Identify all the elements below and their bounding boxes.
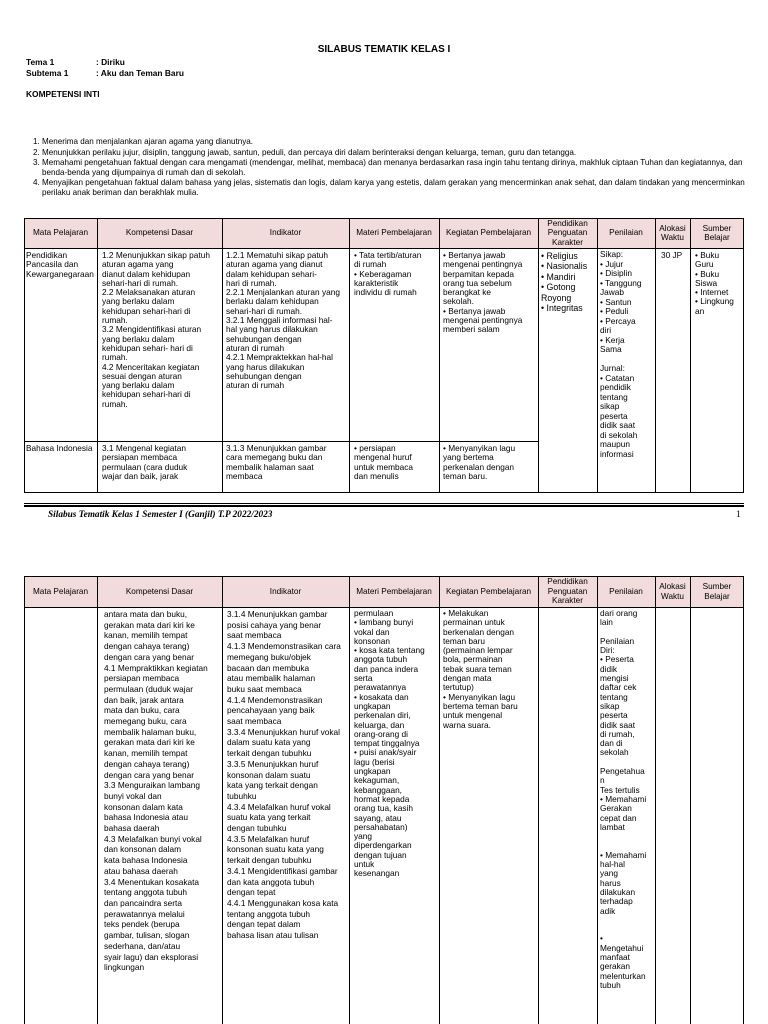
cell-kd-bindo-cont: antara mata dan buku, gerakan mata dari kiri ke kanan, memilih tempat dengan cahaya terang) dengan cara yang benar 4.1 Mempraktikkan kegiatan persiapan membaca permulaan (duduk wajar dan baik, jarak antara mata dan buku, cara memegang buku, cara membalik halaman buku, gerakan mata dari kiri ke kanan, memilih tempat dengan cahaya terang) dengan cara yang benar 3.3 Menguraikan lambang bunyi vokal dan konsonan dalam kata bahasa Indonesia atau bahasa daerah 4.3 Melafalkan bunyi vokal dan konsonan dalam kata bahasa Indonesia atau bahasa daerah 3.4 Menentukan kosakata tentang anggota tubuh dan pancaindra serta perawatannya melalui teks pendek (berupa gambar, tulisan, slogan sederhana, dan/atau syair lagu) dan eksplorasi lingkungan <box>104 609 208 973</box>
header-mata-pelajaran: Mata Pelajaran <box>32 228 89 238</box>
cell-materi-bindo-cont: permulaan • lambang bunyi vokal dan konsonan • kosa kata tentang anggota tubuh dan panca indera serta perawatannya • kosakata dan ungkapan perkenalan diri, keluarga, dan orang-orang di tempat tinggalnya • puisi anak/syair lagu (berisi ungkapan kekaguman, kebanggaan, hormat kepada orang tua, kasih sayang, atau persahabatan) yang diperdengarkan dengan tujuan untuk kesenangan <box>354 609 425 879</box>
cell-materi-bindo: • persiapan mengenal huruf untuk membaca dan menulis <box>354 444 414 481</box>
grid-line <box>97 218 98 493</box>
cell-penilaian-cont: dari orang lain Penilaian Diri: • Peserta didik mengisi daftar cek tentang sikap peserta didik saat di rumah, dan di sekolah Pengetahua n Tes tertulis • Memahami Gerakan cepat dan lambat • Memahami hal-hal yang harus dilakukan terhadap adik • Mengetahui manfaat gerakan melenturkan tubuh <box>600 609 647 990</box>
page-number: 1 <box>736 510 741 520</box>
footer-rule <box>24 505 744 507</box>
header-sumber: Sumber Belajar <box>702 582 732 601</box>
header-materi: Materi Pembelajaran <box>356 586 432 596</box>
cell-ppk: • Religius • Nasionalis • Mandiri • Gotong Royong • Integritas <box>541 251 588 314</box>
grid-line <box>597 218 598 493</box>
ki-item: 3. Memahami pengetahuan faktual dengan cara mengamati (mendengar, melihat, membaca) dan menanya berdasarkan rasa ingin tahu tentang dirinya, makhluk ciptaan Tuhan dan kegiatannya, dan benda-benda yang dijumpainya di rumah dan di sekolah. <box>42 158 760 177</box>
header-penilaian: Penilaian <box>609 228 643 238</box>
grid-line <box>439 576 440 1024</box>
grid-line <box>24 607 744 608</box>
grid-line <box>24 576 25 1024</box>
grid-line <box>222 576 223 1024</box>
cell-indikator-ppkn: 1.2.1 Mematuhi sikap patuh aturan agama yang dianut dalam kehidupan sehari- hari di rumah. 2.2.1 Menjalankan aturan yang berlaku dalam kehidupan sehari-hari di rumah. 3.2.1 Menggali informasi hal- hal yang harus dilakukan sehubungan dengan aturan di rumah 4.2.1 Mempraktekkan hal-hal yang harus dilakukan sehubungan dengan aturan di rumah <box>226 251 340 391</box>
cell-materi-ppkn: • Tata tertib/aturan di rumah • Keberagaman karakteristik individu di rumah <box>354 251 422 298</box>
header-alokasi: Alokasi Waktu <box>659 223 686 242</box>
grid-line <box>597 576 598 1024</box>
grid-line <box>743 218 744 493</box>
header-materi: Materi Pembelajaran <box>356 228 432 238</box>
grid-line <box>349 576 350 1024</box>
grid-line <box>655 218 656 493</box>
section-heading: KOMPETENSI INTI <box>26 89 100 99</box>
grid-line <box>24 441 538 442</box>
ki-item: 2. Menunjukkan perilaku jujur, disiplin, tanggung jawab, santun, peduli, dan percaya diri dalam berinteraksi dengan keluarga, teman, guru dan tetangga. <box>42 148 760 158</box>
header-penilaian: Penilaian <box>609 586 643 596</box>
footer-rule <box>24 503 744 504</box>
grid-line <box>538 218 539 493</box>
cell-kd-ppkn: 1.2 Menunjukkan sikap patuh aturan agama yang dianut dalam kehidupan sehari-hari di rumah. 2.2 Melaksanakan aturan yang berlaku dalam kehidupan sehari-hari di rumah. 3.2 Mengidentifikasi aturan yang berlaku dalam kehidupan sehari- hari di rumah. 4.2 Menceritakan kegiatan sesuai dengan aturan yang berlaku dalam kehidupan sehari-hari di rumah. <box>102 251 210 409</box>
cell-alokasi: 30 JP <box>661 251 683 260</box>
subtema-value: : Aku dan Teman Baru <box>96 68 184 78</box>
header-kompetensi-dasar: Kompetensi Dasar <box>125 228 194 238</box>
ki-item: 1. Menerima dan menjalankan ajaran agama yang dianutnya. <box>42 137 760 147</box>
header-ppk: Pendidikan Penguatan Karakter <box>547 577 588 606</box>
header-kegiatan: Kegiatan Pembelajaran <box>445 586 532 596</box>
grid-line <box>538 576 539 1024</box>
grid-line <box>97 576 98 1024</box>
header-kegiatan: Kegiatan Pembelajaran <box>445 228 532 238</box>
grid-line <box>690 576 691 1024</box>
grid-line <box>24 218 25 493</box>
subtema-label: Subtema 1 <box>26 68 69 78</box>
header-indikator: Indikator <box>269 228 302 238</box>
header-alokasi: Alokasi Waktu <box>659 582 686 601</box>
tema-label: Tema 1 <box>26 57 55 67</box>
header-sumber: Sumber Belajar <box>702 223 732 242</box>
grid-line <box>439 218 440 493</box>
header-indikator: Indikator <box>269 586 302 596</box>
ki-item: 4. Menyajikan pengetahuan faktual dalam bahasa yang jelas, sistematis dan logis, dalam karya yang estetis, dalam gerakan yang mencerminkan anak sehat, dan dalam tindakan yang mencerminkan perilaku anak beriman dan berakhlak mulia. <box>42 178 760 197</box>
header-ppk: Pendidikan Penguatan Karakter <box>547 218 588 247</box>
cell-kegiatan-ppkn: • Bertanya jawab mengenai pentingnya berpamitan kepada orang tua sebelum berangkat ke sekolah. • Bertanya jawab mengenai pentingnya memberi salam <box>443 251 523 335</box>
cell-penilaian: Sikap: • Jujur • Disiplin • Tanggung Jawab • Santun • Peduli • Percaya diri • Kerja Sama Jurnal: • Catatan pendidik tentang sikap peserta didik saat di sekolah maupun informasi <box>600 250 642 459</box>
grid-line <box>222 218 223 493</box>
grid-line <box>690 218 691 493</box>
grid-line <box>24 576 744 577</box>
document-title: SILABUS TEMATIK KELAS I <box>317 44 451 55</box>
cell-kegiatan-bindo: • Menyanyikan lagu yang bertema perkenalan dengan teman baru. <box>443 444 516 481</box>
grid-line <box>24 218 744 219</box>
cell-mapel-ppkn: Pendidikan Pancasila dan Kewarganegaraan <box>26 251 94 279</box>
grid-line <box>24 492 744 493</box>
cell-sumber: • Buku Guru • Buku Siswa • Internet • Lingkung an <box>695 251 734 316</box>
cell-mapel-bindo: Bahasa Indonesia <box>26 444 93 453</box>
cell-indikator-bindo: 3.1.3 Menunjukkan gambar cara memegang buku dan membalik halaman saat membaca <box>226 444 327 481</box>
grid-line <box>24 248 744 249</box>
grid-line <box>655 576 656 1024</box>
kompetensi-inti-list <box>26 137 760 199</box>
grid-line <box>743 576 744 1024</box>
tema-value: : Diriku <box>96 57 125 67</box>
cell-kd-bindo: 3.1 Mengenal kegiatan persiapan membaca permulaan (cara duduk wajar dan baik, jarak <box>102 444 188 481</box>
footer-text: Silabus Tematik Kelas 1 Semester I (Ganjil) T.P 2022/2023 <box>48 510 273 520</box>
cell-indikator-bindo-cont: 3.1.4 Menunjukkan gambar posisi cahaya yang benar saat membaca 4.1.3 Mendemonstrasikan cara memegang buku/objek bacaan dan membuka atau membalik halaman buku saat membaca 4.1.4 Mendemonstrasikan pencahayaan yang baik saat membaca 3.3.4 Menunjukkan huruf vokal dalam suatu kata yang terkait dengan tubuhku 3.3.5 Menunjukkan huruf konsonan dalam suatu kata yang terkait dengan tubuhku 4.3.4 Melafalkan huruf vokal suatu kata yang terkait dengan tubuhku 4.3.5 Melafalkan huruf konsonan suatu kata yang terkait dengan tubuhku 3.4.1 Mengidentifikasi gambar dan kata anggota tubuh dengan tepat 4.4.1 Menggunakan kosa kata tentang anggota tubuh dengan tepat dalam bahasa lisan atau tulisan <box>227 609 341 941</box>
cell-kegiatan-bindo-cont: • Melakukan permainan untuk berkenalan dengan teman baru (permainan lempar bola, permainan tebak suara teman dengan mata tertutup) • Menyanyikan lagu bertema teman baru untuk mengenal warna suara. <box>443 609 518 730</box>
header-kompetensi-dasar: Kompetensi Dasar <box>125 586 194 596</box>
header-mata-pelajaran: Mata Pelajaran <box>32 586 89 596</box>
grid-line <box>349 218 350 493</box>
